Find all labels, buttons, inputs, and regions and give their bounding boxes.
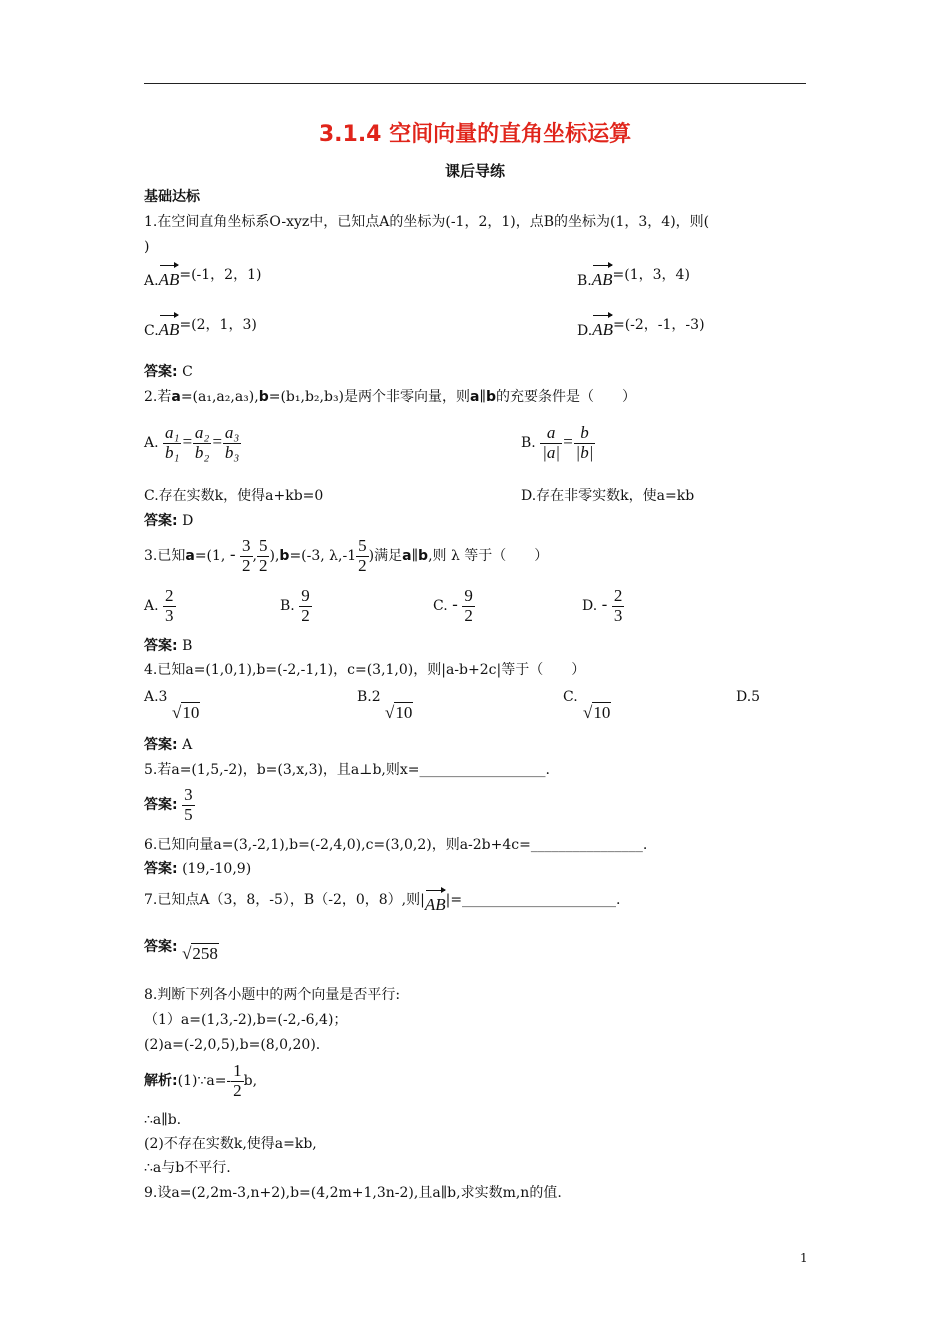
q1-stem-end: ) (144, 239, 150, 255)
q9-stem: 9.设a=(2,2m-3,n+2),b=(4,2m+1,3n-2),且a∥b,求实数m,n的值. (144, 1185, 562, 1201)
q1-option-b: B.AB=(1，3，4) (577, 262, 690, 288)
q3-option-d: D. - $\frac{2}{3}$ (582, 586, 623, 625)
section-heading: 基础达标 (144, 189, 200, 205)
q8-part2: (2)a=(-2,0,5),b=(8,0,20). (144, 1037, 321, 1053)
sqrt: √10 (385, 703, 413, 722)
fraction: $\frac{\text{a₁}}{\text{b₁}}$ (165, 423, 180, 462)
fraction: $\frac{b}{|b|}$ (575, 423, 594, 462)
fraction: $\frac{5}{2}$ (358, 536, 367, 575)
q2-option-b: B. $\frac{a}{|a|}$ = $\frac{b}{|b|}$ (521, 423, 594, 462)
q8-analysis-line2: ∴a∥b. (144, 1112, 182, 1128)
vector-ab: AB (159, 262, 180, 288)
q8-analysis-line3: (2)不存在实数k,使得a=kb, (144, 1136, 317, 1152)
q4-option-a: A.3 √10 (144, 689, 200, 722)
sqrt: √10 (172, 703, 200, 722)
q3-stem: 3.已知a=(1, - $\frac{3}{2}$ , $\frac{5}{2}$ ),b=(-3, λ,-1 $\frac{5}{2}$ )满足a∥b,则 λ 等于（ ） (144, 536, 549, 575)
q3-option-a: A. $\frac{2}{3}$ (144, 586, 174, 625)
fraction: $\frac{9}{2}$ (301, 586, 310, 625)
fraction: $\frac{\text{a₃}}{\text{b₃}}$ (224, 423, 240, 462)
q3-option-c: C. - $\frac{9}{2}$ (433, 586, 473, 625)
vector-ab: AB (159, 312, 180, 338)
q2-stem: 2.若a=(a₁,a₂,a₃),b=(b₁,b₂,b₃)是两个非零向量，则a∥b的充要条件是（ ） (144, 389, 636, 405)
q8-analysis-line4: ∴a与b不平行. (144, 1160, 231, 1176)
sqrt: √258 (182, 944, 218, 963)
q1-stem: 1.在空间直角坐标系O-xyz中，已知点A的坐标为(-1，2，1)，点B的坐标为(1，3，4)，则( (144, 214, 710, 230)
q8-analysis-line1: 解析:(1)∵a=- $\frac{1}{2}$ b, (144, 1061, 258, 1100)
q5-stem: 5.若a=(1,5,-2)，b=(3,x,3)，且a⊥b,则x=__________________. (144, 762, 550, 778)
q7-stem: 7.已知点A（3，8，-5），B（-2，0，8）,则|AB|=______________________. (144, 887, 621, 913)
header-rule (144, 83, 806, 84)
q4-stem: 4.已知a=(1,0,1),b=(-2,-1,1)，c=(3,1,0)，则|a-b+2c|等于（ ） (144, 662, 586, 678)
q6-stem: 6.已知向量a=(3,-2,1),b=(-2,4,0),c=(3,0,2)，则a-2b+4c=________________. (144, 837, 648, 853)
fraction: $\frac{3}{5}$ (184, 785, 193, 824)
q4-option-c: C. √10 (563, 689, 611, 722)
q4-option-d: D.5 (736, 689, 761, 705)
q5-answer: 答案: $\frac{3}{5}$ (144, 785, 193, 824)
fraction: $\frac{3}{2}$ (242, 536, 251, 575)
q3-option-b: B. $\frac{9}{2}$ (280, 586, 310, 625)
q4-option-b: B.2 √10 (357, 689, 413, 722)
page-subtitle: 课后导练 (444, 162, 505, 180)
q4-answer: 答案: A (144, 737, 193, 753)
q8-stem: 8.判断下列各小题中的两个向量是否平行: (144, 987, 401, 1003)
fraction: $\frac{a}{|a|}$ (542, 423, 561, 462)
vector-ab: AB (592, 262, 613, 288)
vector-ab: AB (425, 887, 446, 913)
q2-option-c: C.存在实数k，使得a+kb=0 (144, 488, 324, 504)
fraction: $\frac{2}{3}$ (165, 586, 174, 625)
q2-answer: 答案: D (144, 513, 194, 529)
q1-answer: 答案: C (144, 364, 193, 380)
q6-answer: 答案: (19,-10,9) (144, 861, 252, 877)
fraction: $\frac{5}{2}$ (258, 536, 268, 575)
sqrt: √10 (583, 703, 611, 722)
fraction: $\frac{\text{a₂}}{\text{b₂}}$ (194, 423, 210, 462)
q2-option-d: D.存在非零实数k，使a=kb (521, 488, 695, 504)
vector-ab: AB (592, 312, 613, 338)
q1-option-d: D.AB=(-2，-1，-3) (577, 312, 705, 338)
page-title: 3.1.4 空间向量的直角坐标运算 (318, 122, 632, 147)
page-number: 1 (800, 1251, 808, 1265)
q2-option-a: A. $\frac{\text{a₁}}{\text{b₁}}$ = $\frac{\text{a₂}}{\text{b₂}}$ = $\frac{\text{a₃}}{\text{b₃}}$ (144, 423, 240, 462)
fraction: $\frac{9}{2}$ (464, 586, 473, 625)
q8-part1: （1）a=(1,3,-2),b=(-2,-6,4)； (144, 1012, 348, 1028)
q1-option-c: C.AB=(2，1，3) (144, 312, 257, 338)
fraction: $\frac{1}{2}$ (233, 1061, 242, 1100)
fraction: $\frac{2}{3}$ (613, 586, 623, 625)
q7-answer: 答案: √258 (144, 939, 218, 963)
q1-option-a: A.AB=(-1，2，1) (144, 262, 261, 288)
q3-answer: 答案: B (144, 638, 193, 654)
